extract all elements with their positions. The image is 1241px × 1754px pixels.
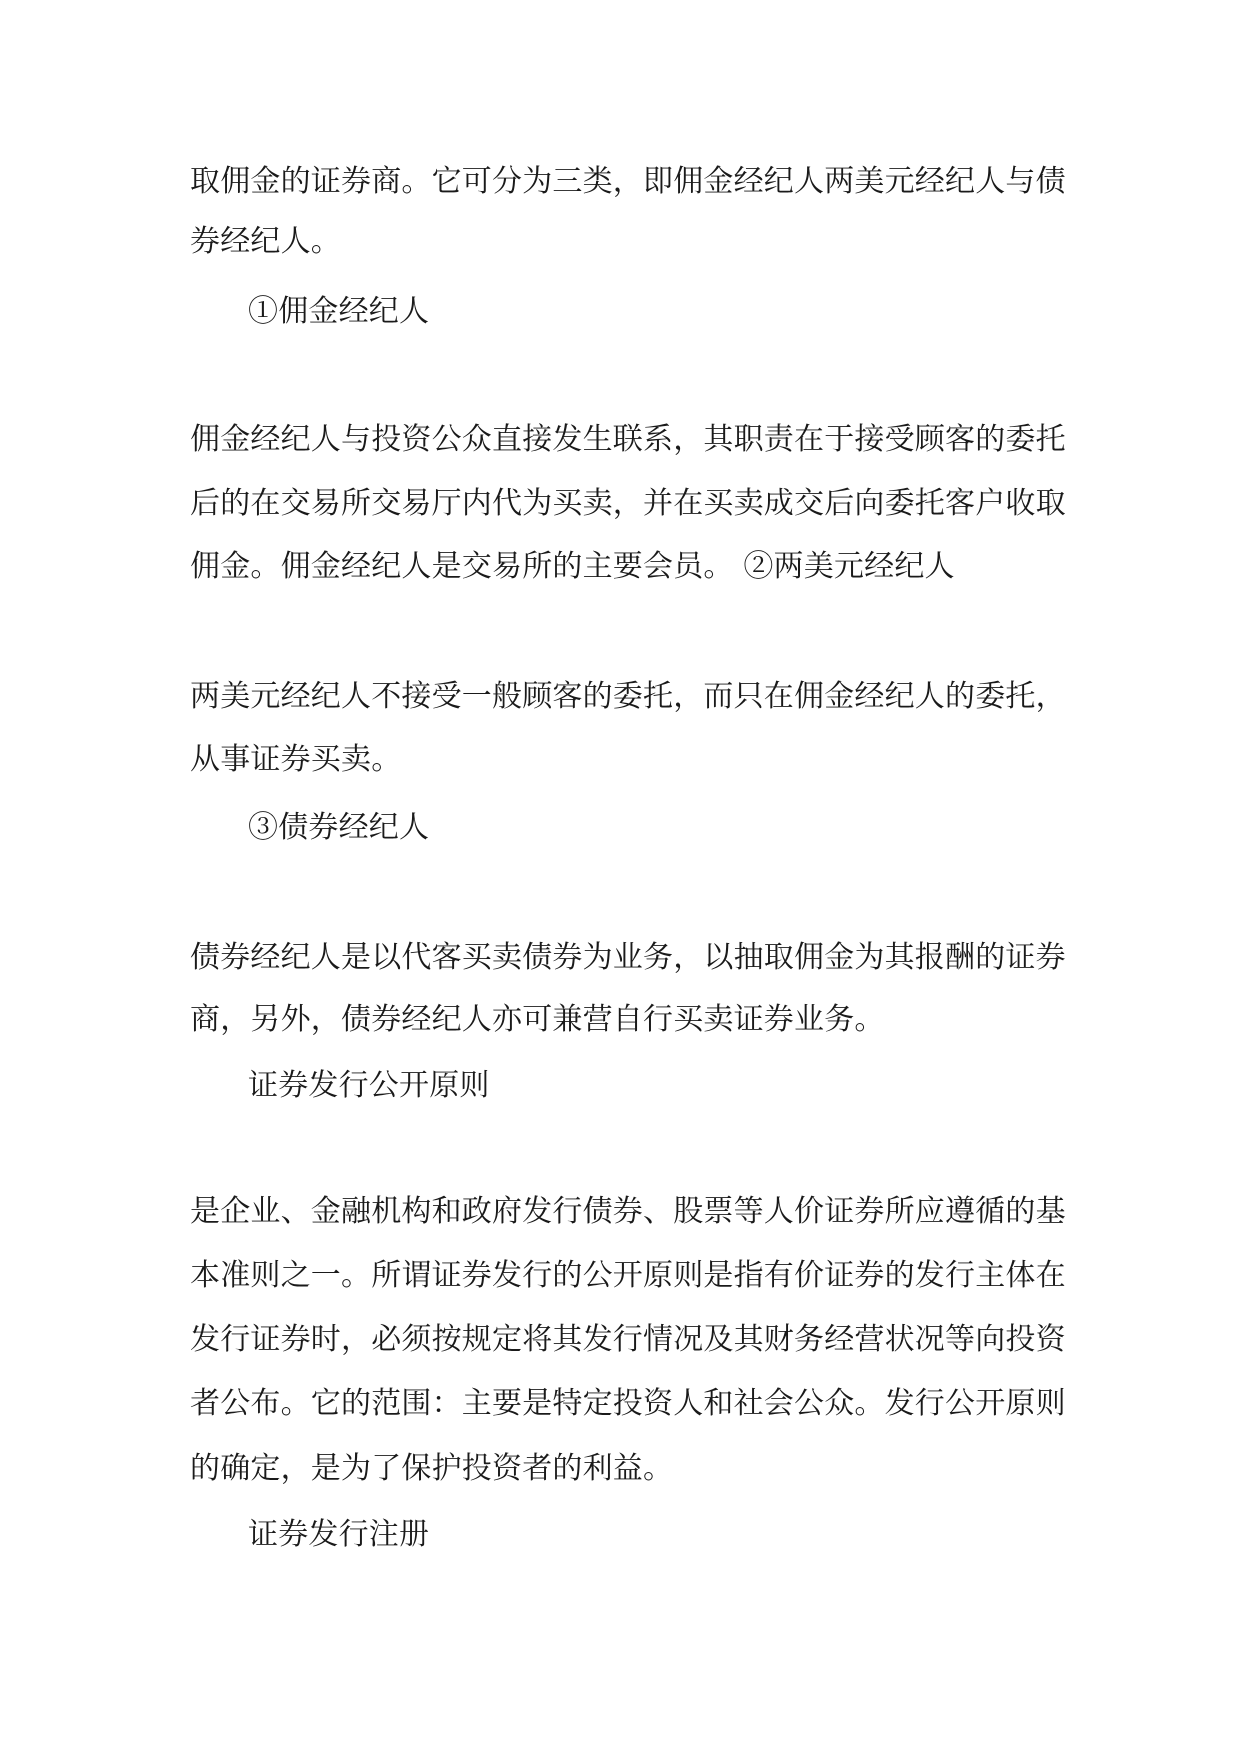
body-text-line: 佣金经纪人与投资公众直接发生联系，其职责在于接受顾客的委托 xyxy=(190,422,1066,457)
body-text-line: 的确定，是为了保护投资者的利益。 xyxy=(190,1451,674,1486)
body-text-line: 券经纪人。 xyxy=(190,224,341,259)
body-text-line: 是企业、金融机构和政府发行债券、股票等人价证券所应遵循的基 xyxy=(190,1194,1066,1229)
body-text-line: 从事证券买卖。 xyxy=(190,742,402,777)
body-text-line: 债券经纪人是以代客买卖债券为业务，以抽取佣金为其报酬的证券 xyxy=(190,940,1066,975)
section-heading: 证券发行公开原则 xyxy=(248,1068,490,1103)
section-heading: 证券发行注册 xyxy=(248,1517,430,1552)
section-heading: ①佣金经纪人 xyxy=(248,294,430,329)
body-text-line: 发行证券时，必须按规定将其发行情况及其财务经营状况等向投资 xyxy=(190,1322,1066,1357)
section-heading: ③债券经纪人 xyxy=(248,810,430,845)
body-text-line: 佣金。佣金经纪人是交易所的主要会员。 ②两美元经纪人 xyxy=(190,549,955,584)
body-text-line: 取佣金的证券商。它可分为三类，即佣金经纪人两美元经纪人与债 xyxy=(190,164,1066,199)
body-text-line: 两美元经纪人不接受一般顾客的委托，而只在佣金经纪人的委托， xyxy=(190,679,1066,714)
body-text-line: 后的在交易所交易厅内代为买卖，并在买卖成交后向委托客户收取 xyxy=(190,486,1066,521)
body-text-line: 本准则之一。所谓证券发行的公开原则是指有价证券的发行主体在 xyxy=(190,1258,1066,1293)
body-text-line: 商，另外，债券经纪人亦可兼营自行买卖证券业务。 xyxy=(190,1002,885,1037)
body-text-line: 者公布。它的范围：主要是特定投资人和社会公众。发行公开原则 xyxy=(190,1386,1066,1421)
